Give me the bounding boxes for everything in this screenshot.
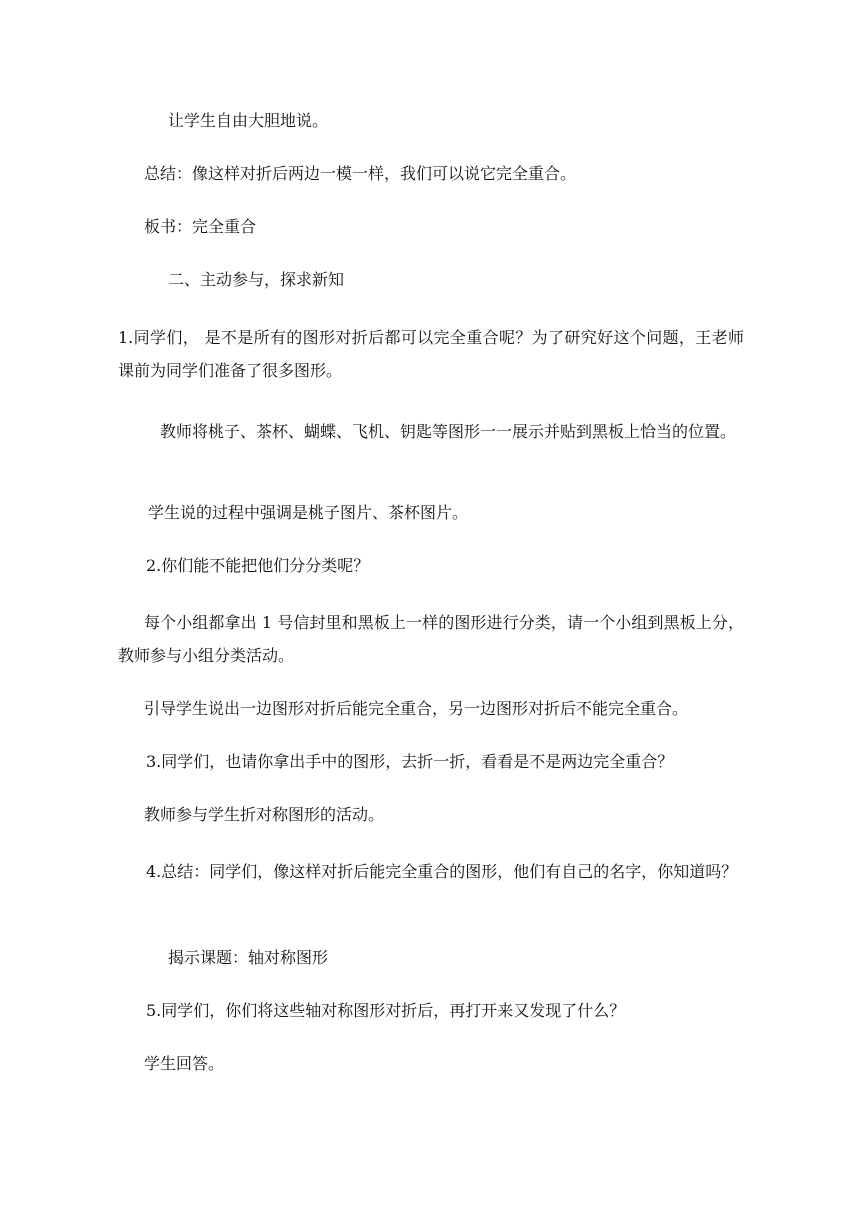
paragraph-item-3: 3.同学们，也请你拿出手中的图形，去折一折，看看是不是两边完全重合？: [146, 752, 674, 771]
paragraph-reveal-topic: 揭示课题：轴对称图形: [152, 948, 329, 967]
paragraph-group-classification: 每个小组都拿出 1 号信封里和黑板上一样的图形进行分类，请一个小组到黑板上分，教师参与小组分类活动。: [118, 613, 744, 665]
paragraph-guide-students: 引导学生说出一边图形对折后能完全重合，另一边图形对折后不能完全重合。: [144, 699, 689, 718]
paragraph-teacher-shows-shapes: 教师将桃子、茶杯、蝴蝶、飞机、钥匙等图形一一展示并贴到黑板上恰当的位置。: [144, 422, 737, 441]
section-heading-two: 二、主动参与，探求新知: [152, 270, 345, 289]
paragraph-emphasis: 学生说的过程中强调是桃子图片、茶杯图片。: [148, 503, 469, 522]
paragraph-students-answer: 学生回答。: [144, 1054, 225, 1073]
paragraph-board-writing: 板书：完全重合: [144, 217, 257, 236]
paragraph-students-speak-freely: 让学生自由大胆地说。: [152, 111, 329, 130]
paragraph-item-2: 2.你们能不能把他们分分类呢？: [146, 556, 370, 575]
paragraph-teacher-participates: 教师参与学生折对称图形的活动。: [144, 805, 385, 824]
paragraph-item-5: 5.同学们，你们将这些轴对称图形对折后，再打开来又发现了什么？: [146, 1001, 626, 1020]
paragraph-summary-complete-overlap: 总结：像这样对折后两边一模一样，我们可以说它完全重合。: [144, 164, 577, 183]
paragraph-item-1: 1.同学们， 是不是所有的图形对折后都可以完全重合呢？为了研究好这个问题，王老师课前为同学们准备了很多图形。: [118, 328, 744, 380]
paragraph-item-4: 4.总结：同学们，像这样对折后能完全重合的图形，他们有自己的名字，你知道吗？: [146, 862, 738, 881]
